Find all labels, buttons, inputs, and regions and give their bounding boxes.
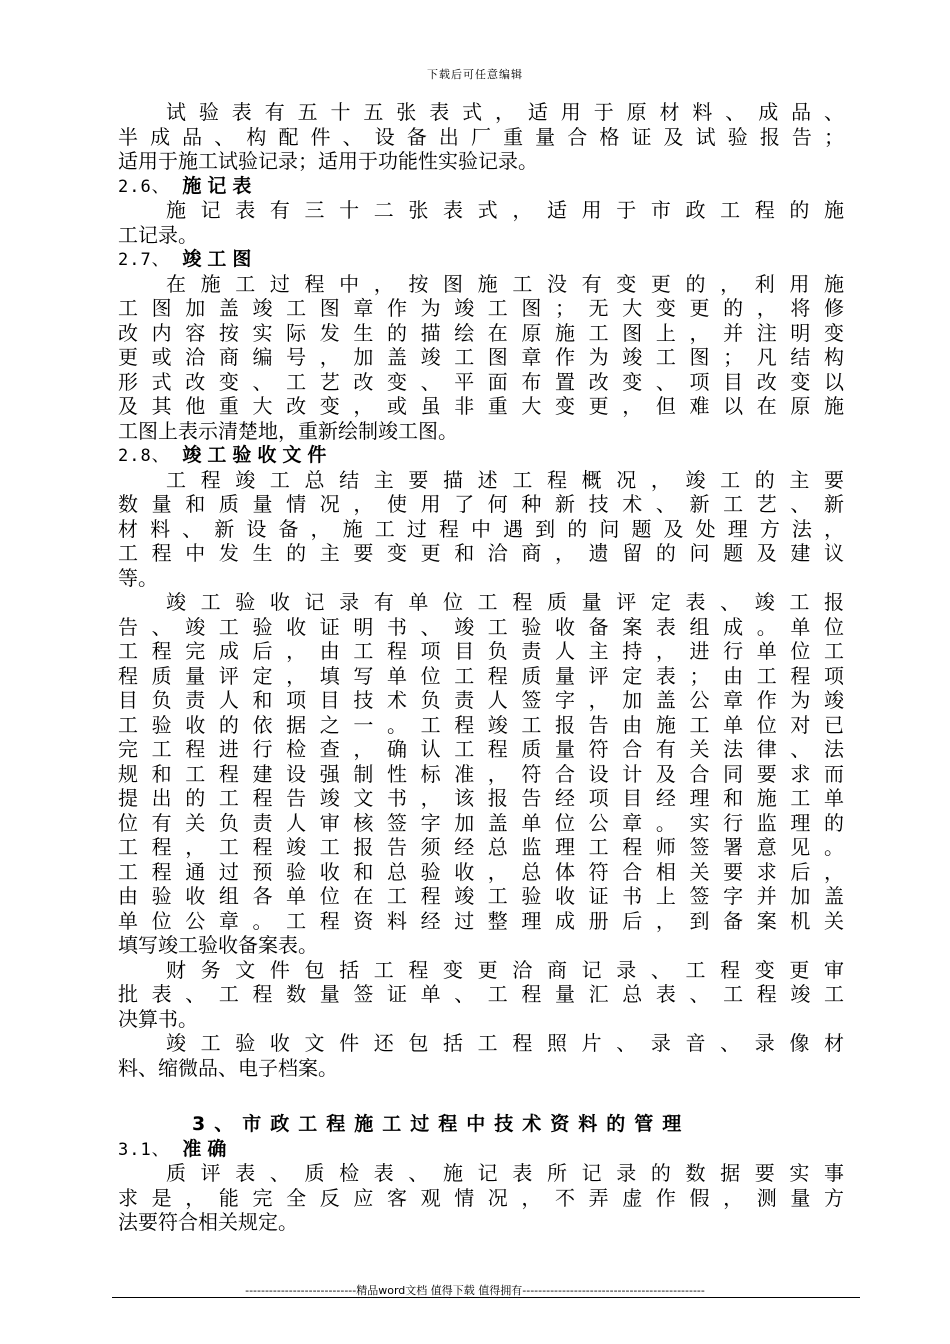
text-line: 及其他重大改变，或虽非重大变更，但难以在原施 bbox=[118, 394, 844, 418]
text-line: 质评表、质检表、施记表所记录的数据要实事 bbox=[166, 1161, 844, 1185]
text-line: 目负责人和项目技术负责人签字，加盖公章作为竣 bbox=[118, 688, 844, 712]
text-line: 料、缩微品、电子档案。 bbox=[118, 1055, 338, 1080]
text-line: 工记录。 bbox=[118, 222, 198, 247]
page-header: 下载后可任意编辑 bbox=[427, 68, 523, 81]
text-line: 竣工验收文件还包括工程照片、录音、录像材 bbox=[166, 1031, 844, 1055]
text-line: 位有关负责人审核签字加盖单位公章。实行监理的 bbox=[118, 810, 844, 835]
document-body bbox=[118, 100, 844, 1235]
text-line: 批表、工程数量签证单、工程量汇总表、工程竣工 bbox=[118, 982, 844, 1006]
text-line: 法要符合相关规定。 bbox=[118, 1210, 298, 1234]
footer-divider bbox=[112, 1297, 860, 1298]
text-line: 工程通过预验收和总验收，总体符合相关要求后， bbox=[118, 859, 844, 884]
text-line: 财务文件包括工程变更洽商记录、工程变更审 bbox=[166, 957, 844, 982]
text-line: 工程，工程竣工报告须经总监理工程师签署意见。 bbox=[118, 835, 844, 859]
text-line: 决算书。 bbox=[118, 1006, 198, 1031]
text-line: 工图上表示清楚地，重新绘制竣工图。 bbox=[118, 418, 458, 443]
text-line: 在施工过程中，按图施工没有变更的，利用施 bbox=[166, 271, 844, 296]
text-line: 由验收组各单位在工程竣工验收证书上签字并加盖 bbox=[118, 884, 844, 908]
text-line: 等。 bbox=[118, 565, 158, 590]
text-line: 工程中发生的主要变更和洽商，遗留的问题及建议 bbox=[118, 541, 844, 565]
text-line: 适用于施工试验记录；适用于功能性实验记录。 bbox=[118, 149, 538, 173]
section-heading-3: 3、市政工程施工过程中技术资料的管理 bbox=[192, 1113, 691, 1135]
text-line: 形式改变、工艺改变、平面布置改变、项目改变以 bbox=[118, 369, 844, 394]
text-line: 单位公章。工程资料经过整理成册后，到备案机关 bbox=[118, 908, 844, 933]
text-line: 工验收的依据之一。工程竣工报告由施工单位对已 bbox=[118, 712, 844, 737]
text-line: 工程竣工总结主要描述工程概况，竣工的主要 bbox=[166, 467, 844, 492]
text-line: 试验表有五十五张表式，适用于原材料、成品、 bbox=[166, 100, 844, 124]
text-line: 材料、新设备，施工过程中遇到的问题及处理方法， bbox=[118, 516, 844, 541]
text-line: 竣工验收记录有单位工程质量评定表、竣工报 bbox=[166, 590, 844, 614]
text-line: 更或洽商编号，加盖竣工图章作为竣工图；凡结构 bbox=[118, 345, 844, 369]
text-line: 程质量评定，填写单位工程质量评定表；由工程项 bbox=[118, 663, 844, 688]
section-heading-2-6: 2.6、 施记表 bbox=[118, 174, 258, 197]
text-line: 提出的工程告竣文书，该报告经项目经理和施工单 bbox=[118, 786, 844, 810]
section-heading-2-8: 2.8、 竣工验收文件 bbox=[118, 444, 333, 466]
text-line: 改内容按实际发生的描绘在原施工图上，并注明变 bbox=[118, 320, 844, 345]
text-line: 完工程进行检查，确认工程质量符合有关法律、法 bbox=[118, 737, 844, 761]
text-line: 施记表有三十二张表式，适用于市政工程的施 bbox=[166, 198, 844, 222]
section-heading-2-7: 2.7、 竣工图 bbox=[118, 248, 258, 270]
blank-line bbox=[118, 1080, 844, 1112]
text-line: 告、竣工验收证明书、竣工验收备案表组成。单位 bbox=[118, 614, 844, 639]
section-heading-3-1: 3.1、 准确 bbox=[118, 1137, 233, 1160]
page-footer: ----------------------------精品word文档 值得下载 值得拥有---------------------------------------------- bbox=[245, 1284, 705, 1297]
text-line: 规和工程建设强制性标准，符合设计及合同要求而 bbox=[118, 761, 844, 786]
text-line: 半成品、构配件、设备出厂重量合格证及试验报告； bbox=[118, 124, 844, 149]
text-line: 数量和质量情况，使用了何种新技术、新工艺、新 bbox=[118, 492, 844, 516]
text-line: 工图加盖竣工图章作为竣工图；无大变更的，将修 bbox=[118, 296, 844, 320]
text-line: 求是，能完全反应客观情况，不弄虚作假，测量方 bbox=[118, 1185, 844, 1210]
text-line: 填写竣工验收备案表。 bbox=[118, 933, 318, 957]
text-line: 工程完成后，由工程项目负责人主持，进行单位工 bbox=[118, 639, 844, 663]
